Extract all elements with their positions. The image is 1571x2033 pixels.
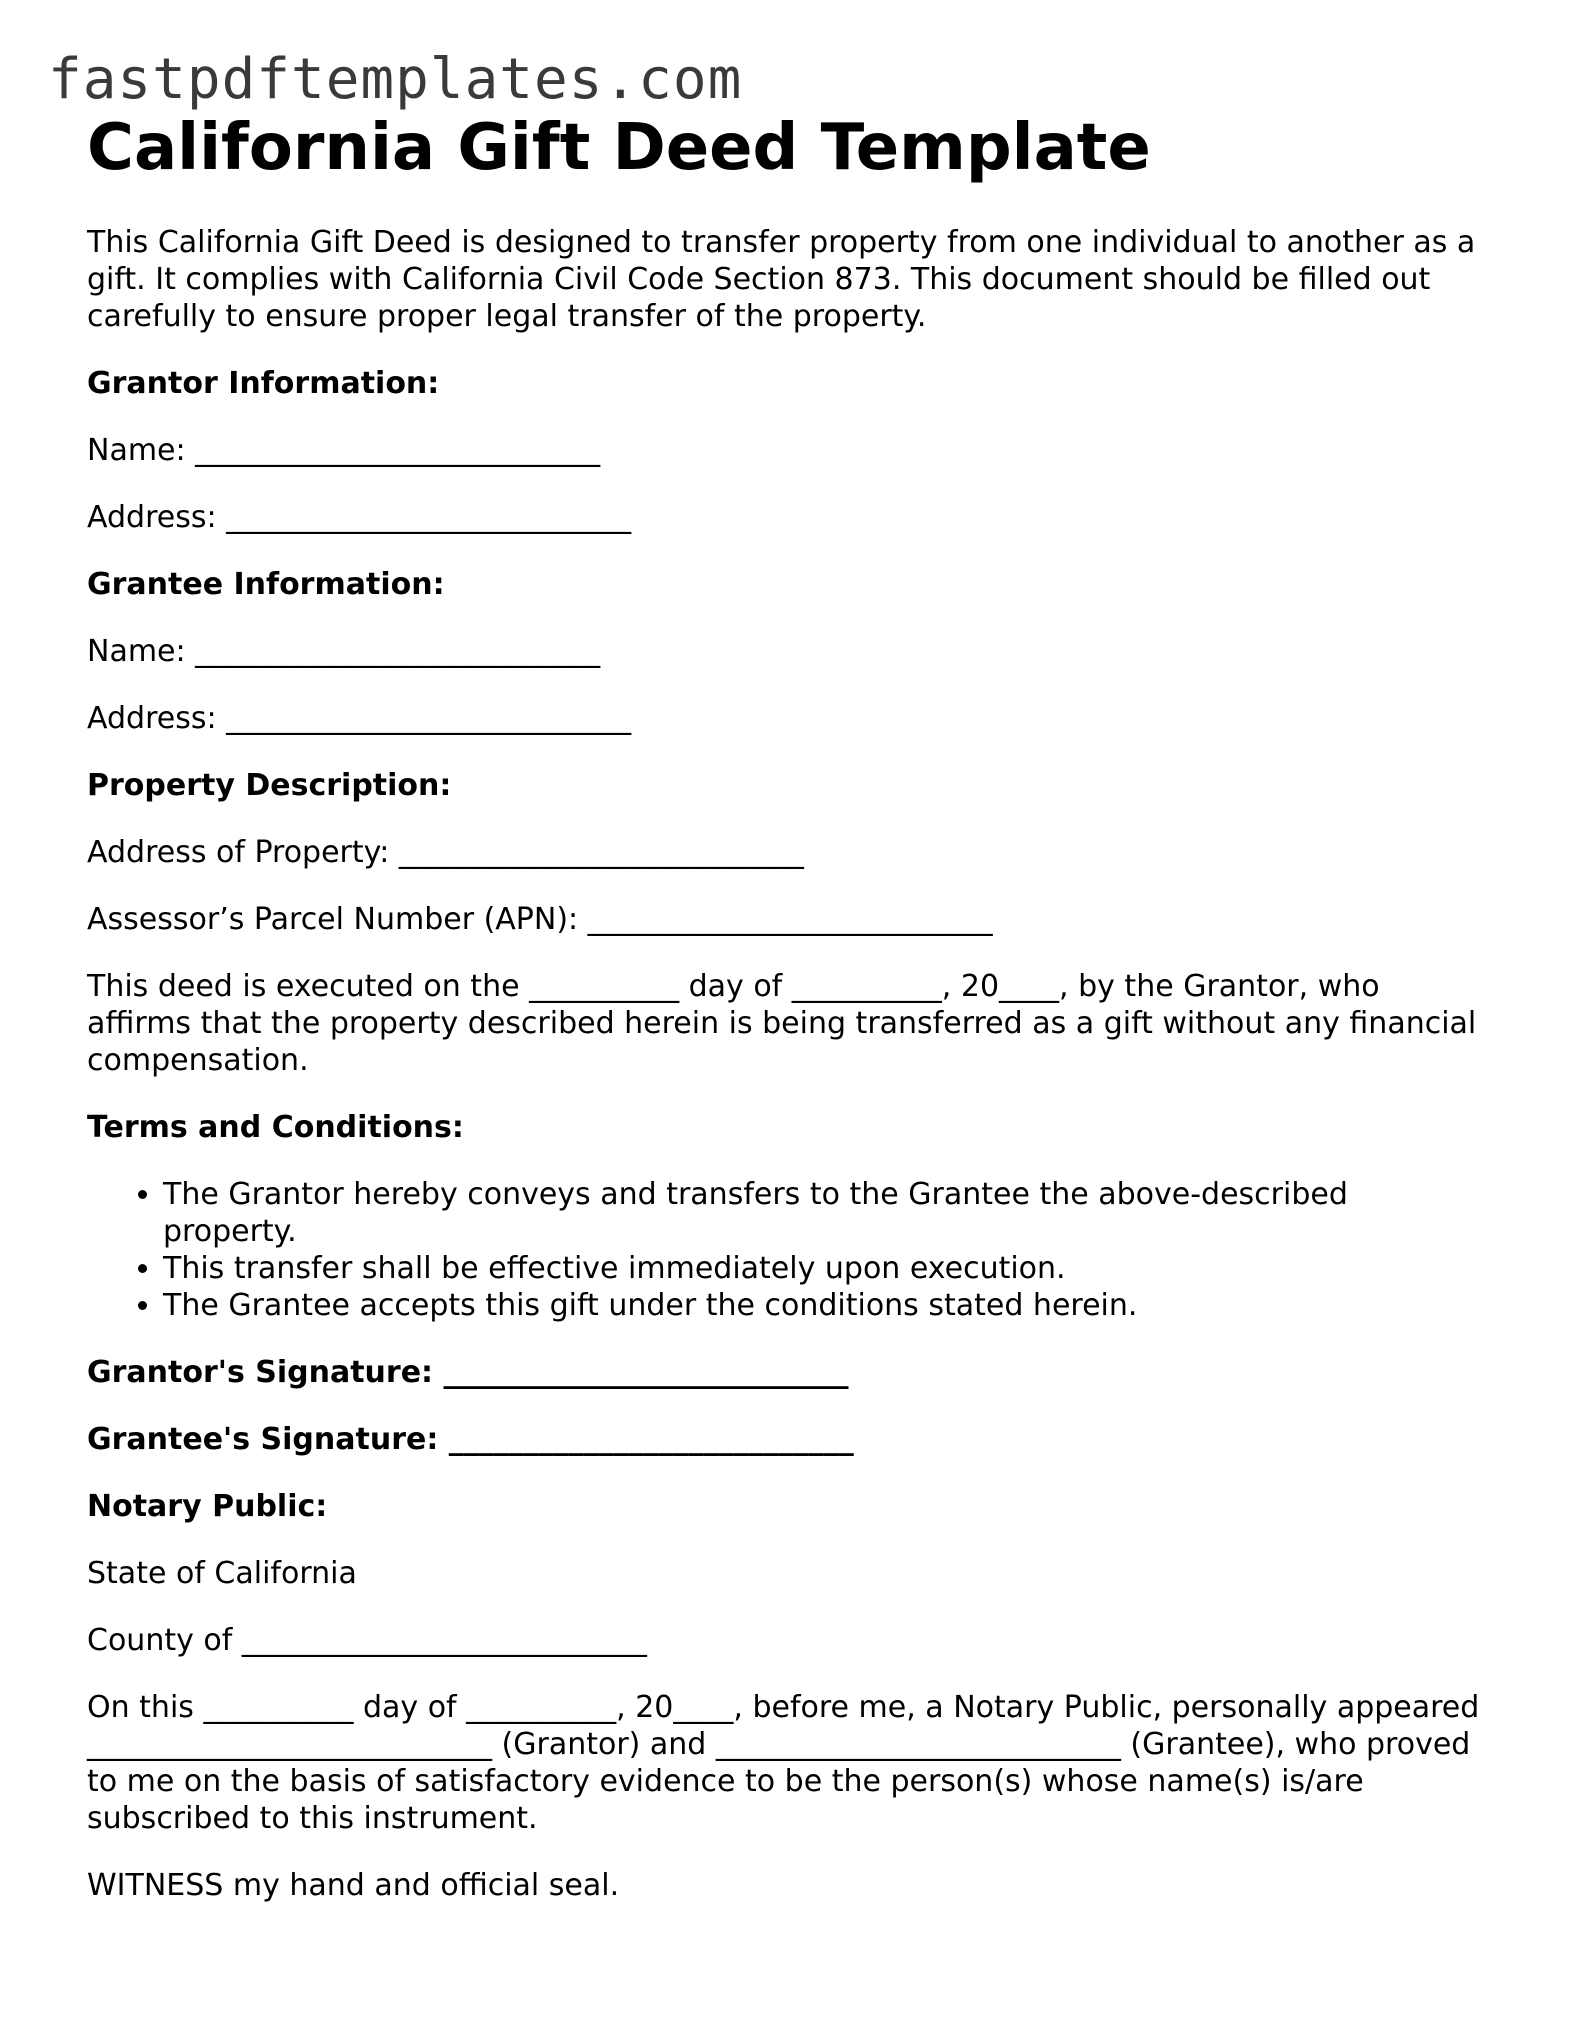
- notary-county-field: County of ___________________________: [87, 1623, 647, 1658]
- page-title: California Gift Deed Template: [87, 111, 1151, 185]
- grantor-address-field: Address: ___________________________: [87, 500, 632, 535]
- notary-heading: Notary Public:: [87, 1489, 328, 1524]
- watermark: fastpdftemplates.com: [48, 47, 743, 112]
- terms-item: • This transfer shall be effective immediately upon execution.: [163, 1250, 1487, 1287]
- terms-list: [87, 1176, 1487, 1324]
- grantee-name-field: Name: ___________________________: [87, 634, 601, 669]
- grantor-heading: Grantor Information:: [87, 366, 440, 401]
- intro-paragraph: This California Gift Deed is designed to transfer property from one individual to another as a gift. It complies with California Civil Code Section 873. This document should be filled out carefully to ensure proper legal transfer of the property.: [87, 225, 1476, 334]
- terms-heading: Terms and Conditions:: [87, 1110, 464, 1145]
- notary-state: State of California: [87, 1556, 357, 1591]
- grantee-address-field: Address: ___________________________: [87, 701, 632, 736]
- grantee-signature-field: Grantee's Signature: ___________________________: [87, 1422, 854, 1457]
- property-apn-field: Assessor’s Parcel Number (APN): ___________________________: [87, 902, 993, 937]
- grantor-name-field: Name: ___________________________: [87, 433, 601, 468]
- execution-paragraph: This deed is executed on the __________ day of __________, 20____, by the Grantor, who affirms that the property described herein is being transferred as a gift without any financial compensation.: [87, 969, 1477, 1078]
- property-heading: Property Description:: [87, 768, 452, 803]
- grantee-heading: Grantee Information:: [87, 567, 445, 602]
- terms-item: • The Grantee accepts this gift under the conditions stated herein.: [163, 1287, 1487, 1324]
- terms-item: • The Grantor hereby conveys and transfers to the Grantee the above-described property.: [163, 1176, 1487, 1250]
- witness-statement: WITNESS my hand and official seal.: [87, 1868, 620, 1903]
- document-page: [87, 110, 1487, 1934]
- grantor-signature-field: Grantor's Signature: ___________________________: [87, 1355, 849, 1390]
- notary-acknowledgment: On this __________ day of __________, 20____, before me, a Notary Public, personally appeared ___________________________ (Grantor) and ___________________________ (Grantee), who proved to me on the basis of satisfactory evidence to be the person(s) whose name(s) is/are subscribed to this instrument.: [87, 1690, 1480, 1836]
- property-address-field: Address of Property: ___________________________: [87, 835, 804, 870]
